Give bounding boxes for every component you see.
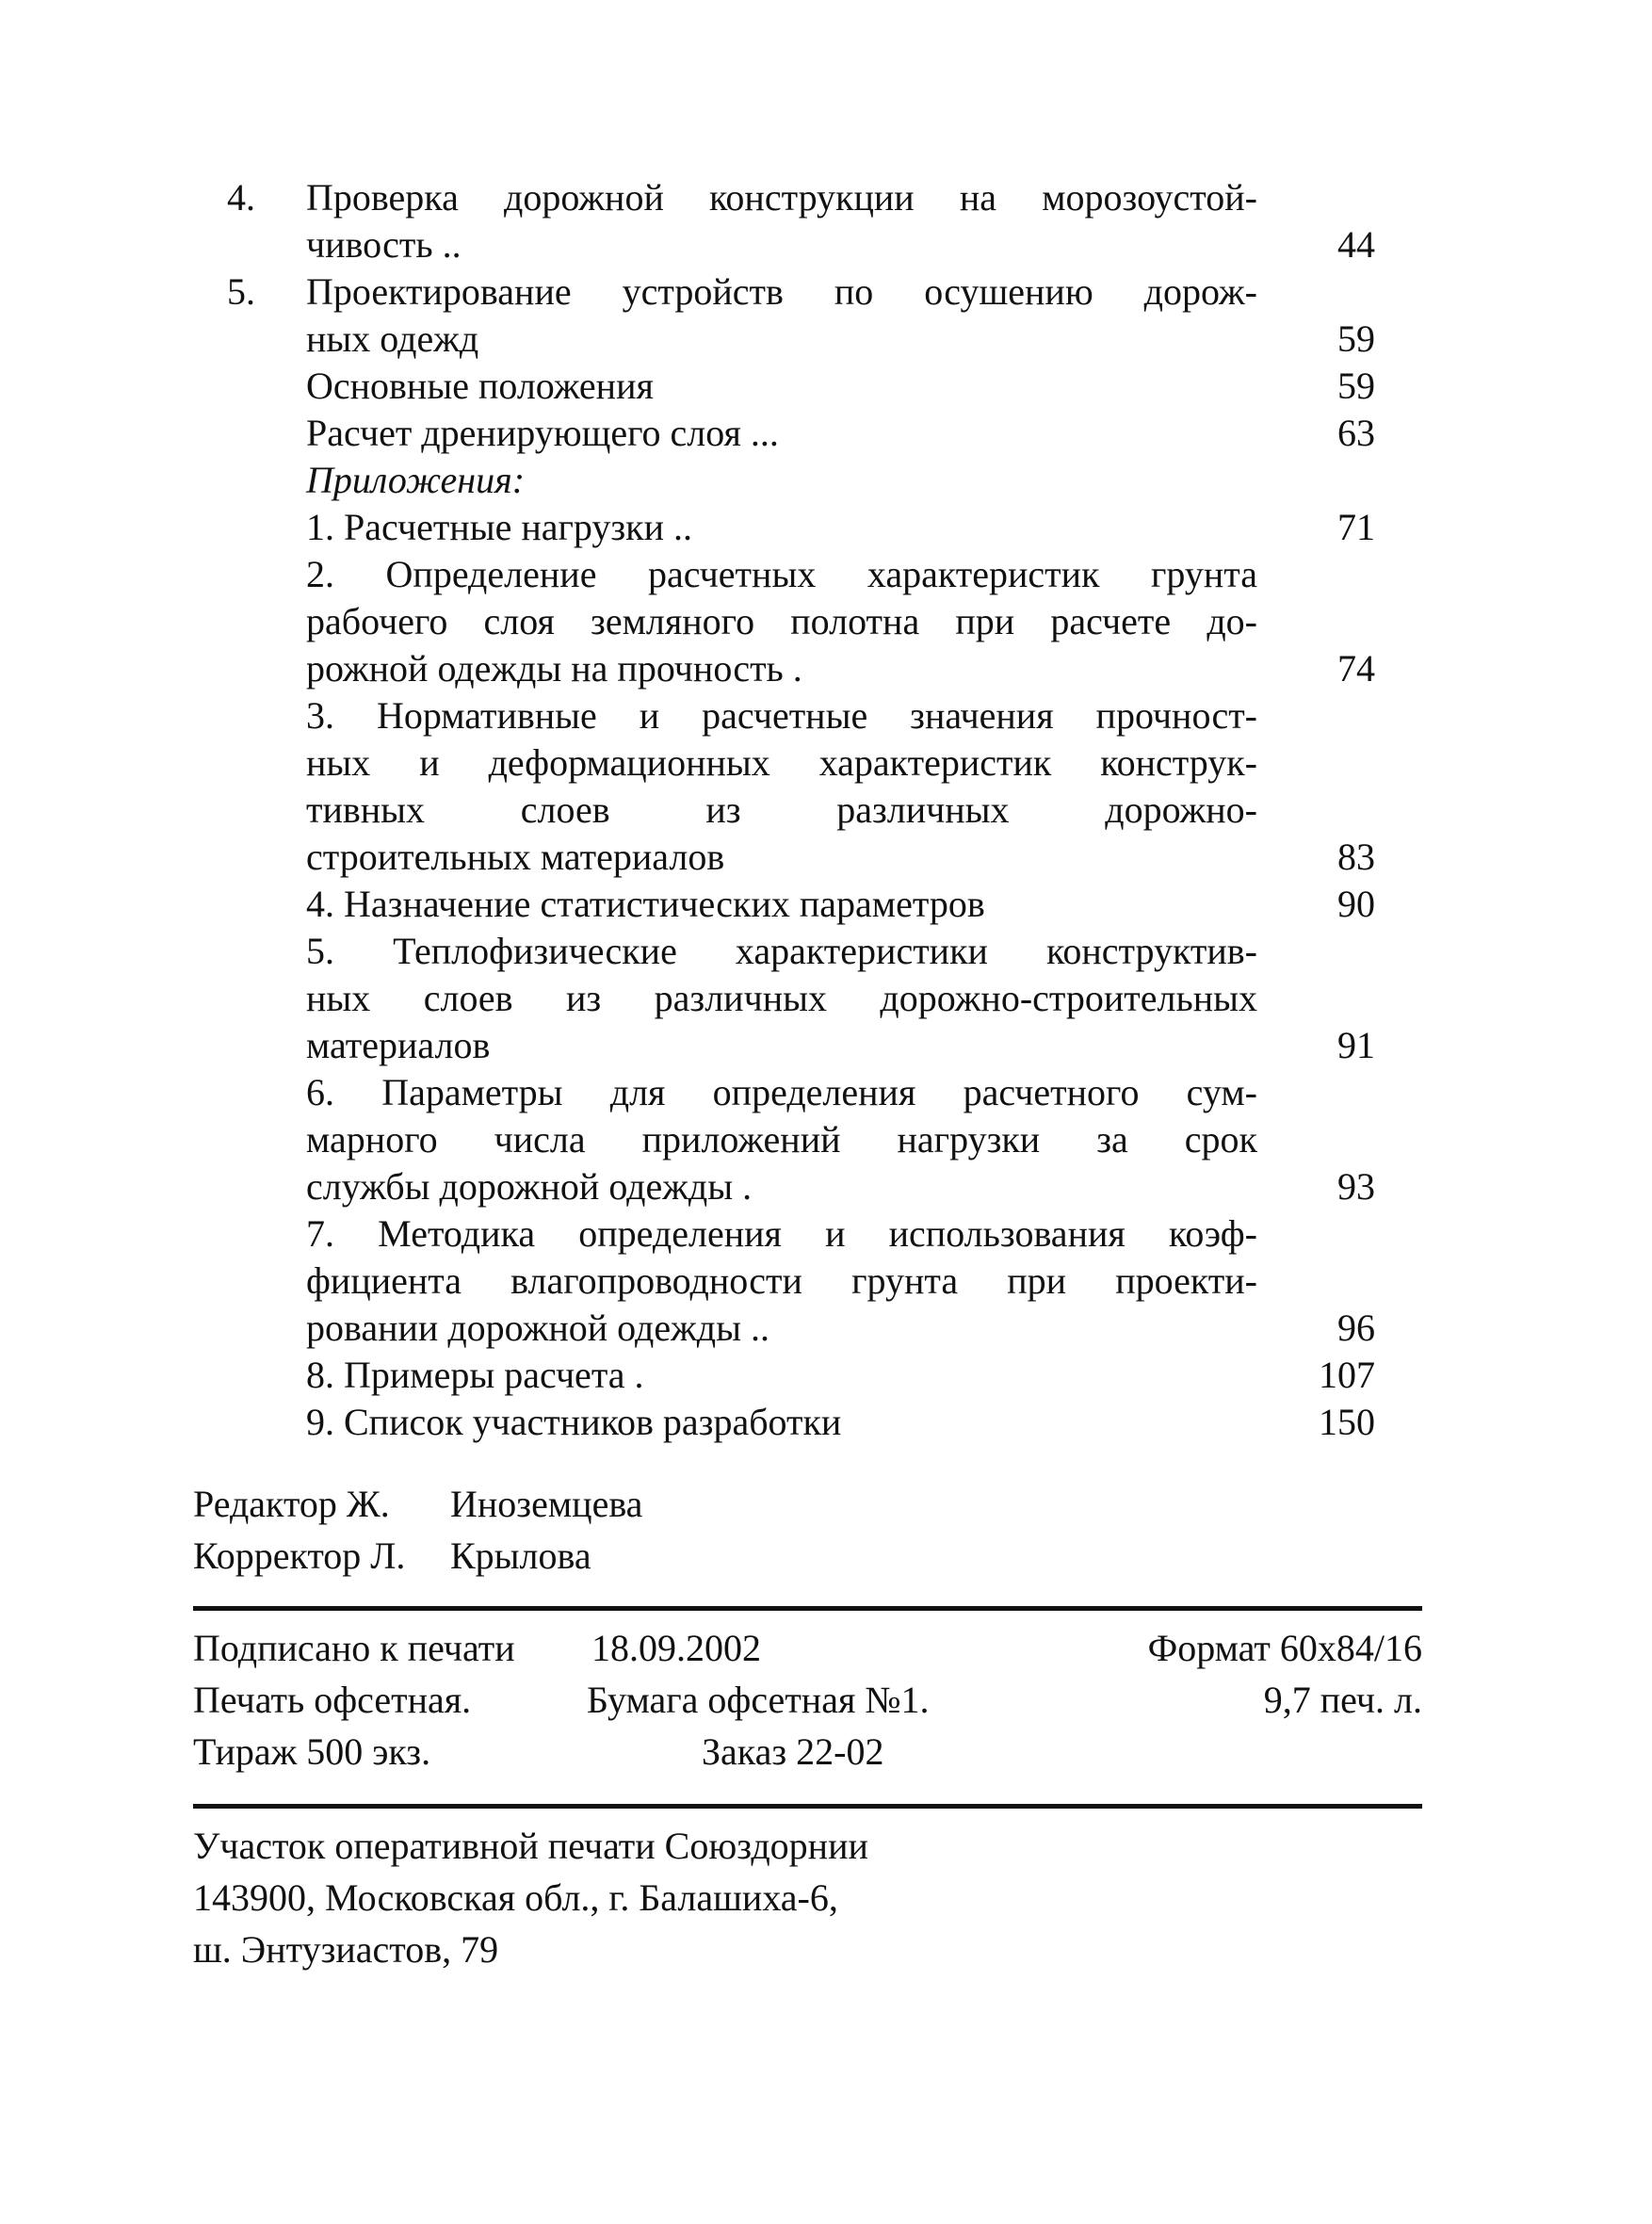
toc-entry-text: 3. Нормативные и расчетные значения прочност- bbox=[306, 694, 1257, 737]
toc-page-number: 93 bbox=[1337, 1165, 1375, 1208]
toc-number: 4. bbox=[227, 176, 255, 219]
toc-entry-text: Проверка дорожной конструкции на морозоустой- bbox=[306, 176, 1257, 219]
toc-entry-text: рожной одежды на прочность . bbox=[306, 647, 802, 690]
printer-line: 143900, Московская обл., г. Балашиха-6, bbox=[193, 1876, 838, 1919]
editor-role: Редактор Ж. bbox=[193, 1483, 390, 1525]
order-number: Заказ 22-02 bbox=[702, 1730, 884, 1773]
signed-label: Подписано к печати bbox=[193, 1627, 515, 1669]
toc-entry-text: ных слоев из различных дорожно-строительных bbox=[306, 977, 1257, 1019]
toc-entry-text: ровании дорожной одежды .. bbox=[306, 1307, 769, 1349]
printer-line: Участок оперативной печати Союздорнии bbox=[193, 1825, 868, 1867]
toc-entry-text: 9. Список участников разработки bbox=[306, 1401, 842, 1443]
toc-page-number: 74 bbox=[1337, 647, 1375, 690]
toc-page-number: 63 bbox=[1337, 412, 1375, 454]
toc-entry-text: 1. Расчетные нагрузки .. bbox=[306, 506, 693, 548]
divider-rule bbox=[193, 1606, 1422, 1611]
toc-entry-text: тивных слоев из различных дорожно- bbox=[306, 788, 1257, 831]
toc-entry-text: 6. Параметры для определения расчетного сум- bbox=[306, 1071, 1257, 1113]
toc-page-number: 150 bbox=[1319, 1401, 1375, 1443]
corrector-name: Крылова bbox=[450, 1534, 591, 1577]
toc-entry-text: Проектирование устройств по осушению дорож- bbox=[306, 270, 1257, 313]
toc-entry-text: ных одежд bbox=[306, 317, 479, 360]
toc-page-number: 83 bbox=[1337, 836, 1375, 878]
toc-entry-text: материалов bbox=[306, 1024, 491, 1066]
toc-entry-text: рабочего слоя земляного полотна при расчете до- bbox=[306, 600, 1257, 642]
format: Формат 60x84/16 bbox=[1147, 1627, 1422, 1669]
toc-entry-text: 7. Методика определения и использования коэф- bbox=[306, 1212, 1257, 1255]
toc-page-number: 59 bbox=[1337, 317, 1375, 360]
toc-entry-text: 8. Примеры расчета . bbox=[306, 1354, 644, 1396]
appendix-heading: Приложения: bbox=[306, 459, 526, 501]
toc-page-number: 90 bbox=[1337, 883, 1375, 925]
paper: Бумага офсетная №1. bbox=[587, 1679, 930, 1721]
toc-entry-text: 4. Назначение статистических параметров bbox=[306, 883, 985, 925]
print-sheets: 9,7 печ. л. bbox=[1263, 1679, 1422, 1721]
divider-rule bbox=[193, 1804, 1422, 1809]
toc-page-number: 107 bbox=[1319, 1354, 1375, 1396]
editor-name: Иноземцева bbox=[450, 1483, 643, 1525]
toc-entry-text: службы дорожной одежды . bbox=[306, 1165, 753, 1208]
print-type: Печать офсетная. bbox=[193, 1679, 472, 1721]
corrector-role: Корректор Л. bbox=[193, 1534, 406, 1577]
print-run: Тираж 500 экз. bbox=[193, 1730, 431, 1773]
toc-entry-text: 2. Определение расчетных характеристик грунта bbox=[306, 553, 1257, 595]
toc-entry-text: марного числа приложений нагрузки за срок bbox=[306, 1118, 1257, 1161]
signed-date: 18.09.2002 bbox=[591, 1627, 761, 1669]
toc-page-number: 91 bbox=[1337, 1024, 1375, 1066]
toc-entry-text: чивость .. bbox=[306, 223, 462, 266]
toc-entry-text: Основные положения bbox=[306, 365, 654, 407]
toc-page-number: 59 bbox=[1337, 365, 1375, 407]
toc-page-number: 96 bbox=[1337, 1307, 1375, 1349]
toc-number: 5. bbox=[227, 270, 255, 313]
toc-entry-text: Расчет дренирующего слоя ... bbox=[306, 412, 779, 454]
toc-entry-text: 5. Теплофизические характеристики конструктив- bbox=[306, 930, 1257, 972]
toc-page-number: 71 bbox=[1337, 506, 1375, 548]
toc-page-number: 44 bbox=[1337, 223, 1375, 266]
toc-entry-text: ных и деформационных характеристик конструк- bbox=[306, 741, 1257, 784]
toc-entry-text: строительных материалов bbox=[306, 836, 725, 878]
printer-line: ш. Энтузиастов, 79 bbox=[193, 1928, 499, 1971]
toc-entry-text: фициента влагопроводности грунта при проекти- bbox=[306, 1259, 1257, 1302]
